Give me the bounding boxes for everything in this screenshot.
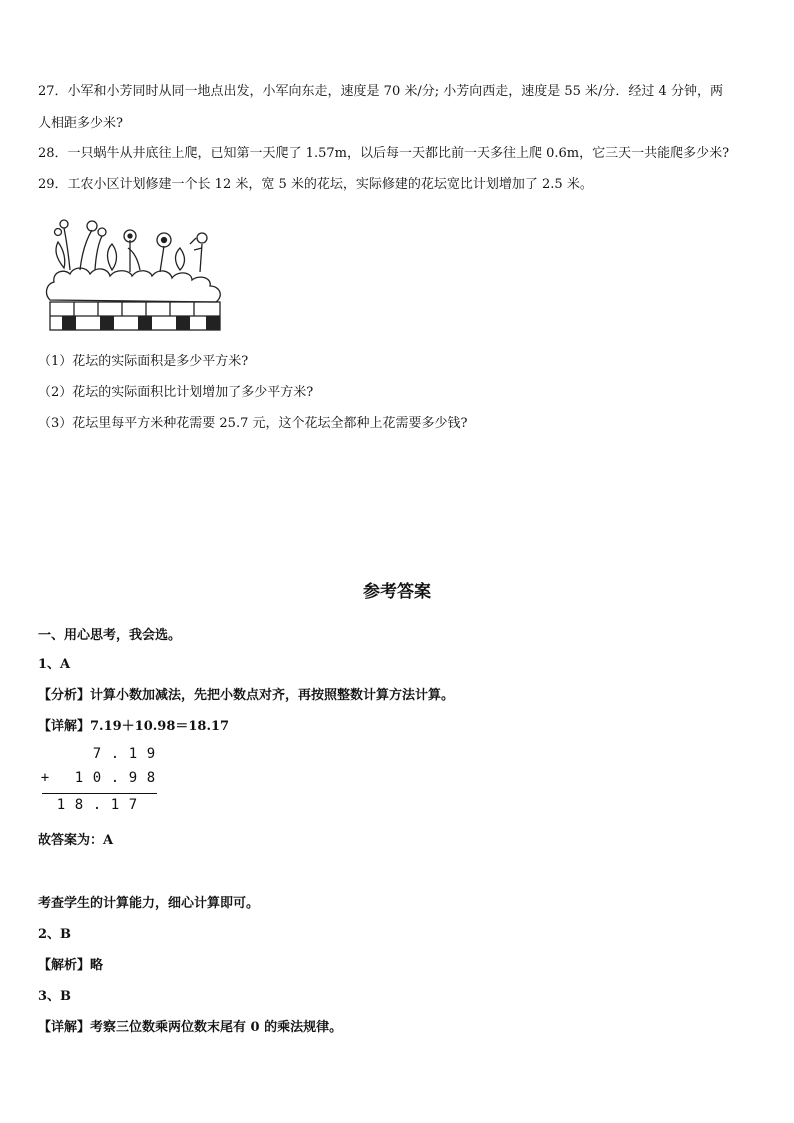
digit: 7: [92, 746, 102, 762]
digit: 9: [146, 746, 156, 762]
vertical-addend-1: [88, 746, 160, 762]
digit: 9: [128, 770, 138, 786]
question-29-sub1: （1）花坛的实际面积是多少平方米?: [38, 354, 249, 369]
decimal-point: .: [92, 797, 102, 813]
answer-1-conclusion: 故答案为：A: [38, 833, 114, 848]
question-27-line1: 27．小军和小芳同时从同一地点出发，小军向东走，速度是 70 米/分; 小芳向西走，速度是 55 米/分．经过 4 分钟，两: [38, 84, 723, 99]
question-29-sub3: （3）花坛里每平方米种花需要 25.7 元，这个花坛全都种上花需要多少钱?: [38, 416, 468, 431]
sum-rule: [42, 793, 157, 794]
answer-1-analysis: 【分析】计算小数加减法，先把小数点对齐，再按照整数计算方法计算。: [38, 688, 455, 703]
answers-section1-heading: 一、用心思考，我会选。: [38, 628, 182, 643]
question-27-line2: 人相距多少米?: [38, 116, 123, 131]
answer-1-note: 考查学生的计算能力，细心计算即可。: [38, 896, 260, 911]
answer-3-detail: 【详解】考察三位数乘两位数末尾有 0 的乘法规律。: [38, 1020, 343, 1035]
digit: 1: [128, 746, 138, 762]
digit: 8: [146, 770, 156, 786]
digit: 8: [74, 797, 84, 813]
digit: 1: [110, 797, 120, 813]
plus-sign: +: [40, 770, 50, 786]
digit: 1: [56, 797, 66, 813]
digit: 0: [92, 770, 102, 786]
answer-2-analysis: 【解析】略: [38, 958, 104, 973]
decimal-point: .: [110, 746, 120, 762]
answer-1-detail: 【详解】7.19＋10.98＝18.17: [38, 719, 230, 734]
decimal-point: .: [110, 770, 120, 786]
vertical-addend-2: [38, 770, 160, 786]
answers-title: 参考答案: [363, 582, 431, 602]
digit: 7: [128, 797, 138, 813]
answer-3: 3、B: [38, 989, 72, 1004]
answer-1: 1、A: [38, 657, 71, 672]
question-28: 28．一只蜗牛从井底往上爬，已知第一天爬了 1.57m，以后每一天都比前一天多往上爬 0.6m，它三天一共能爬多少米?: [38, 146, 730, 161]
answer-2: 2、B: [38, 927, 72, 942]
question-29-sub2: （2）花坛的实际面积比计划增加了多少平方米?: [38, 385, 314, 400]
digit: 1: [74, 770, 84, 786]
vertical-sum: [52, 797, 142, 813]
question-29: 29．工农小区计划修建一个长 12 米，宽 5 米的花坛，实际修建的花坛宽比计划增加了 2.5 米。: [38, 177, 593, 192]
flower-bed-illustration: [40, 210, 240, 335]
